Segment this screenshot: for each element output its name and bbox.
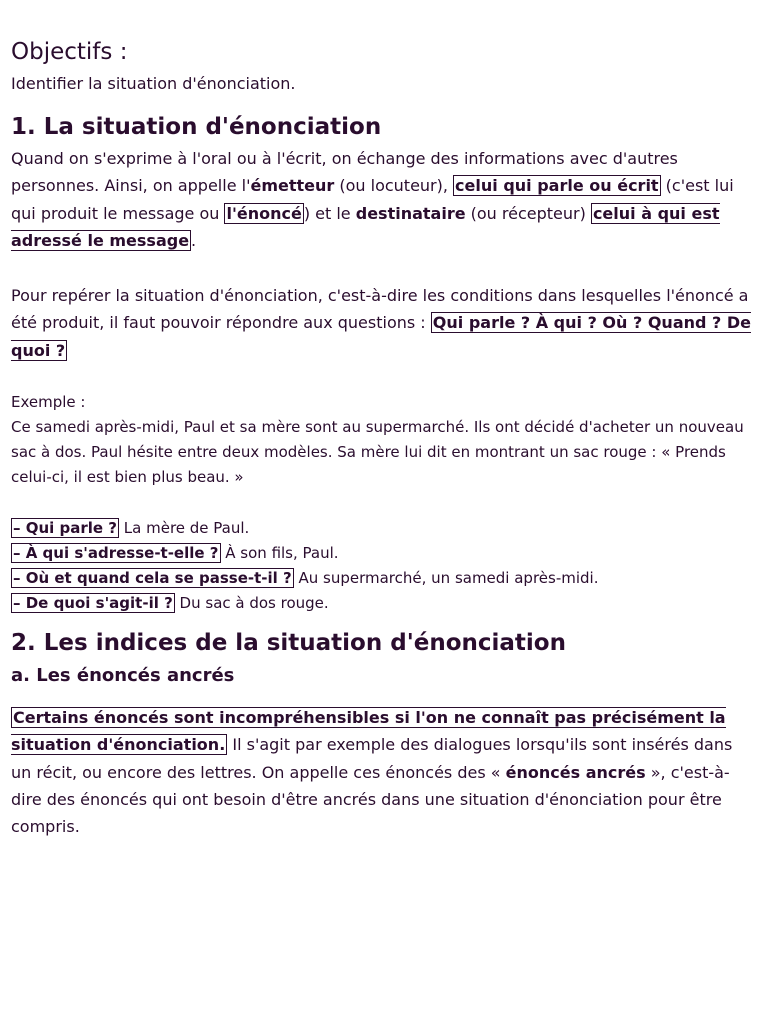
qa-question: – Où et quand cela se passe-t-il ?: [13, 569, 292, 587]
objectives-text: Identifier la situation d'énonciation.: [11, 74, 296, 93]
objectives-title: Objectifs :: [11, 39, 128, 65]
term-destinataire: destinataire: [355, 203, 466, 223]
qa-answer: La mère de Paul.: [119, 519, 250, 537]
boxed-definition-destinataire: celui à qui est adressé le message: [11, 203, 720, 250]
qa-question: – Qui parle ?: [13, 519, 118, 537]
section-2-paragraph-1: [11, 704, 751, 840]
section-2a-subheading: a. Les énoncés ancrés: [11, 665, 235, 686]
section-1-paragraph-2: [11, 282, 751, 364]
qa-item: [11, 516, 751, 541]
qa-answer: Au supermarché, un samedi après-midi.: [293, 569, 599, 587]
example-label: Exemple :: [11, 393, 86, 411]
section-1-heading: 1. La situation d'énonciation: [11, 114, 382, 140]
text-run: Pour repérer la situation d'énonciation, c'est-à-dire les conditions dans lesquelles l'énoncé a été produit, il faut pouvoir répondre aux questions :: [11, 286, 749, 333]
term-emetteur: émetteur: [250, 176, 335, 196]
text-run: Quand on s'exprime à l'oral ou à l'écrit, on échange des informations avec d'autres personnes. Ainsi, on appelle l': [11, 149, 678, 196]
boxed-questions: Qui parle ? À qui ? Où ? Quand ? De quoi ?: [11, 313, 752, 360]
boxed-term-enonce: l'énoncé: [226, 203, 302, 223]
qa-item: [11, 541, 751, 566]
qa-item: [11, 591, 751, 616]
text-run: ) et le: [303, 203, 356, 223]
text-run: Il s'agit par exemple des dialogues lorsqu'ils sont insérés dans un récit, ou encore des lettres. On appelle ces énoncés des «: [11, 735, 733, 782]
qa-answer: À son fils, Paul.: [220, 544, 339, 562]
qa-item: [11, 566, 751, 591]
section-1-paragraph-1: [11, 145, 751, 254]
text-run: (ou récepteur): [465, 203, 591, 223]
example-text: Ce samedi après-midi, Paul et sa mère sont au supermarché. Ils ont décidé d'acheter un nouveau sac à dos. Paul hésite entre deux modèles. Sa mère lui dit en montrant un sac rouge : « Prends celui-ci, il est bien plus beau. »: [11, 418, 744, 486]
question-answer-list: [11, 516, 751, 616]
text-run: (c'est lui qui produit le message ou: [11, 176, 734, 223]
term-enonces-ancres: énoncés ancrés: [505, 762, 646, 782]
qa-question: – De quoi s'agit-il ?: [13, 594, 173, 612]
boxed-key-sentence: Certains énoncés sont incompréhensibles si l'on ne connaît pas précisément la situation d'énonciation.: [11, 708, 726, 755]
text-run: .: [191, 230, 197, 250]
qa-question: – À qui s'adresse-t-elle ?: [13, 544, 219, 562]
text-run: », c'est-à-dire des énoncés qui ont besoin d'être ancrés dans une situation d'énonciation pour être compris.: [11, 762, 730, 837]
qa-answer: Du sac à dos rouge.: [174, 594, 329, 612]
text-run: (ou locuteur),: [334, 176, 454, 196]
boxed-definition-emetteur: celui qui parle ou écrit: [455, 176, 659, 196]
section-2-heading: 2. Les indices de la situation d'énonciation: [11, 630, 566, 656]
